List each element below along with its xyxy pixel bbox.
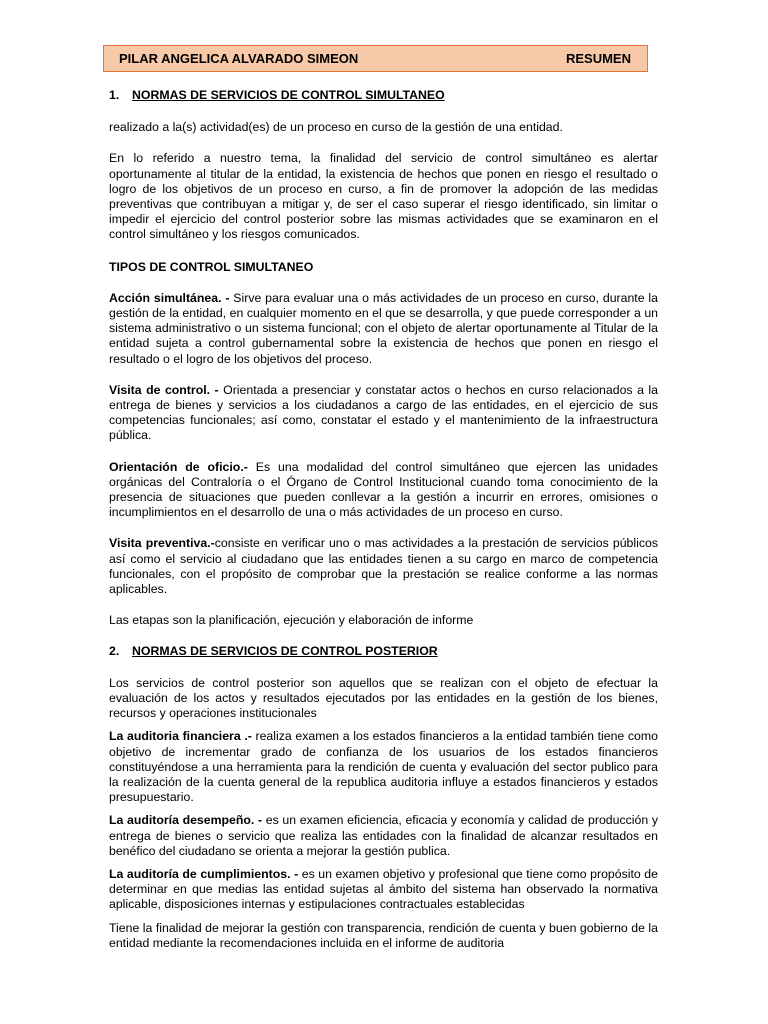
control-type-term: Acción simultánea. - xyxy=(109,290,230,305)
document-header xyxy=(103,45,648,72)
control-type-text: Sirve para evaluar una o más actividades de un proceso en curso, durante la gestión de la entidad, en cualquier momento en el que se desarrolla, y que puede corresponder a un sistema administrativo o un sistema funcional; con el objeto de alertar oportunamente al Titular de la entidad sujeta a control gubernamental sobre la existencia de hechos que ponen en riesgo el resultado o el logro de los objetivos del proceso. xyxy=(109,290,658,366)
section-1-heading xyxy=(109,88,658,103)
control-type-term: Visita preventiva.- xyxy=(109,536,215,551)
audit-type-text: es un examen eficiencia, eficacia y economía y calidad de producción y entrega de bienes o servicio que realiza las entidades con la finalidad de alcanzar resultados en benéfico del ciudadano se orienta a mejorar la gestión publica. xyxy=(109,813,658,858)
document-type-label: RESUMEN xyxy=(565,51,631,66)
section-2-title: NORMAS DE SERVICIOS DE CONTROL POSTERIOR xyxy=(132,644,438,659)
audit-type-term: La auditoría de cumplimientos. - xyxy=(109,866,299,881)
control-type-term: Visita de control. - xyxy=(109,382,219,397)
closing-paragraph: Tiene la finalidad de mejorar la gestión con transparencia, rendición de cuenta y buen gobierno de la entidad mediante la recomendaciones incluida en el informe de auditoria xyxy=(109,920,658,950)
section-2-number: 2. xyxy=(109,644,120,659)
section-2-intro: Los servicios de control posterior son aquellos que se realizan con el objeto de efectuar la evaluación de los actos y resultados ejecutados por las entidades en la gestión de los bienes, recursos y operaciones institucionales xyxy=(109,675,658,721)
document-body xyxy=(109,88,658,951)
audit-type-item xyxy=(109,813,658,859)
control-types-heading: TIPOS DE CONTROL SIMULTANEO xyxy=(109,259,314,274)
audit-type-text: realiza examen a los estados financieros a la entidad también tiene como objetivo de incrementar grado de confianza de los usuarios de los estados financieros constituyéndose a una herramienta para la rendición de cuenta y evaluación del sector publico para la realización de la cuenta general de la republica auditoria influye a estados financieros y estados presupuestario. xyxy=(109,729,658,805)
control-type-text: Es una modalidad del control simultáneo que ejercen las unidades orgánicas del Contraloría o el Órgano de Control Institucional cuando toma conocimiento de la presencia de situaciones que pueden conllevar a la gestión a incurrir en errores, omisiones o incumplimientos en el desarrollo de una o más actividades de un proceso en curso. xyxy=(109,459,658,520)
section-2-heading xyxy=(109,644,658,659)
control-type-text: Orientada a presenciar y constatar actos o hechos en curso relacionados a la entrega de bienes y servicios a los ciudadanos a cargo de las entidades, en el ejercicio de sus competencias funcionales; así como, constatar el estado y el mantenimiento de la infraestructura pública. xyxy=(109,382,658,443)
section-1-title: NORMAS DE SERVICIOS DE CONTROL SIMULTANEO xyxy=(132,88,445,102)
control-type-item xyxy=(109,383,658,444)
control-type-item xyxy=(109,536,658,597)
section-1-paragraph: En lo referido a nuestro tema, la finalidad del servicio de control simultáneo es alertar oportunamente al titular de la entidad, la existencia de hechos que ponen en riesgo el resultado o logro de los objetivos de un proceso en curso, a fin de promover la adopción de las medidas preventivas que contribuyan a mitigar y, de ser el caso superar el riesgo identificado, sin limitar o impedir el ejercicio del control posterior sobre las mismas actividades que se examinaron en el control simultáneo y los riesgos comunicados. xyxy=(109,151,658,242)
control-type-item xyxy=(109,460,658,521)
stages-text: Las etapas son la planificación, ejecución y elaboración de informe xyxy=(109,613,474,628)
control-type-term: Orientación de oficio.- xyxy=(109,459,248,474)
author-name: PILAR ANGELICA ALVARADO SIMEON xyxy=(119,51,359,66)
audit-type-term: La auditoria financiera .- xyxy=(109,729,252,744)
control-type-item xyxy=(109,291,658,367)
section-1-intro: realizado a la(s) actividad(es) de un proceso en curso de la gestión de una entidad. xyxy=(109,120,563,135)
audit-type-item xyxy=(109,729,658,805)
audit-type-text: es un examen objetivo y profesional que tiene como propósito de determinar en que medias las entidad sujetas al ámbito del sistema han observado la normativa aplicable, disposiciones internas y estipulaciones contractuales establecidas xyxy=(109,866,658,912)
audit-type-term: La auditoría desempeño. - xyxy=(109,813,263,828)
audit-type-item xyxy=(109,867,658,913)
section-1-number: 1. xyxy=(109,88,120,102)
control-type-text: consiste en verificar uno o mas actividades a la prestación de servicios públicos así como el servicio al ciudadano que las entidades tienen a su cargo en marco de competencia funcionales, con el propósito de comprobar que la prestación se realice conforme a las normas aplicables. xyxy=(109,536,658,597)
